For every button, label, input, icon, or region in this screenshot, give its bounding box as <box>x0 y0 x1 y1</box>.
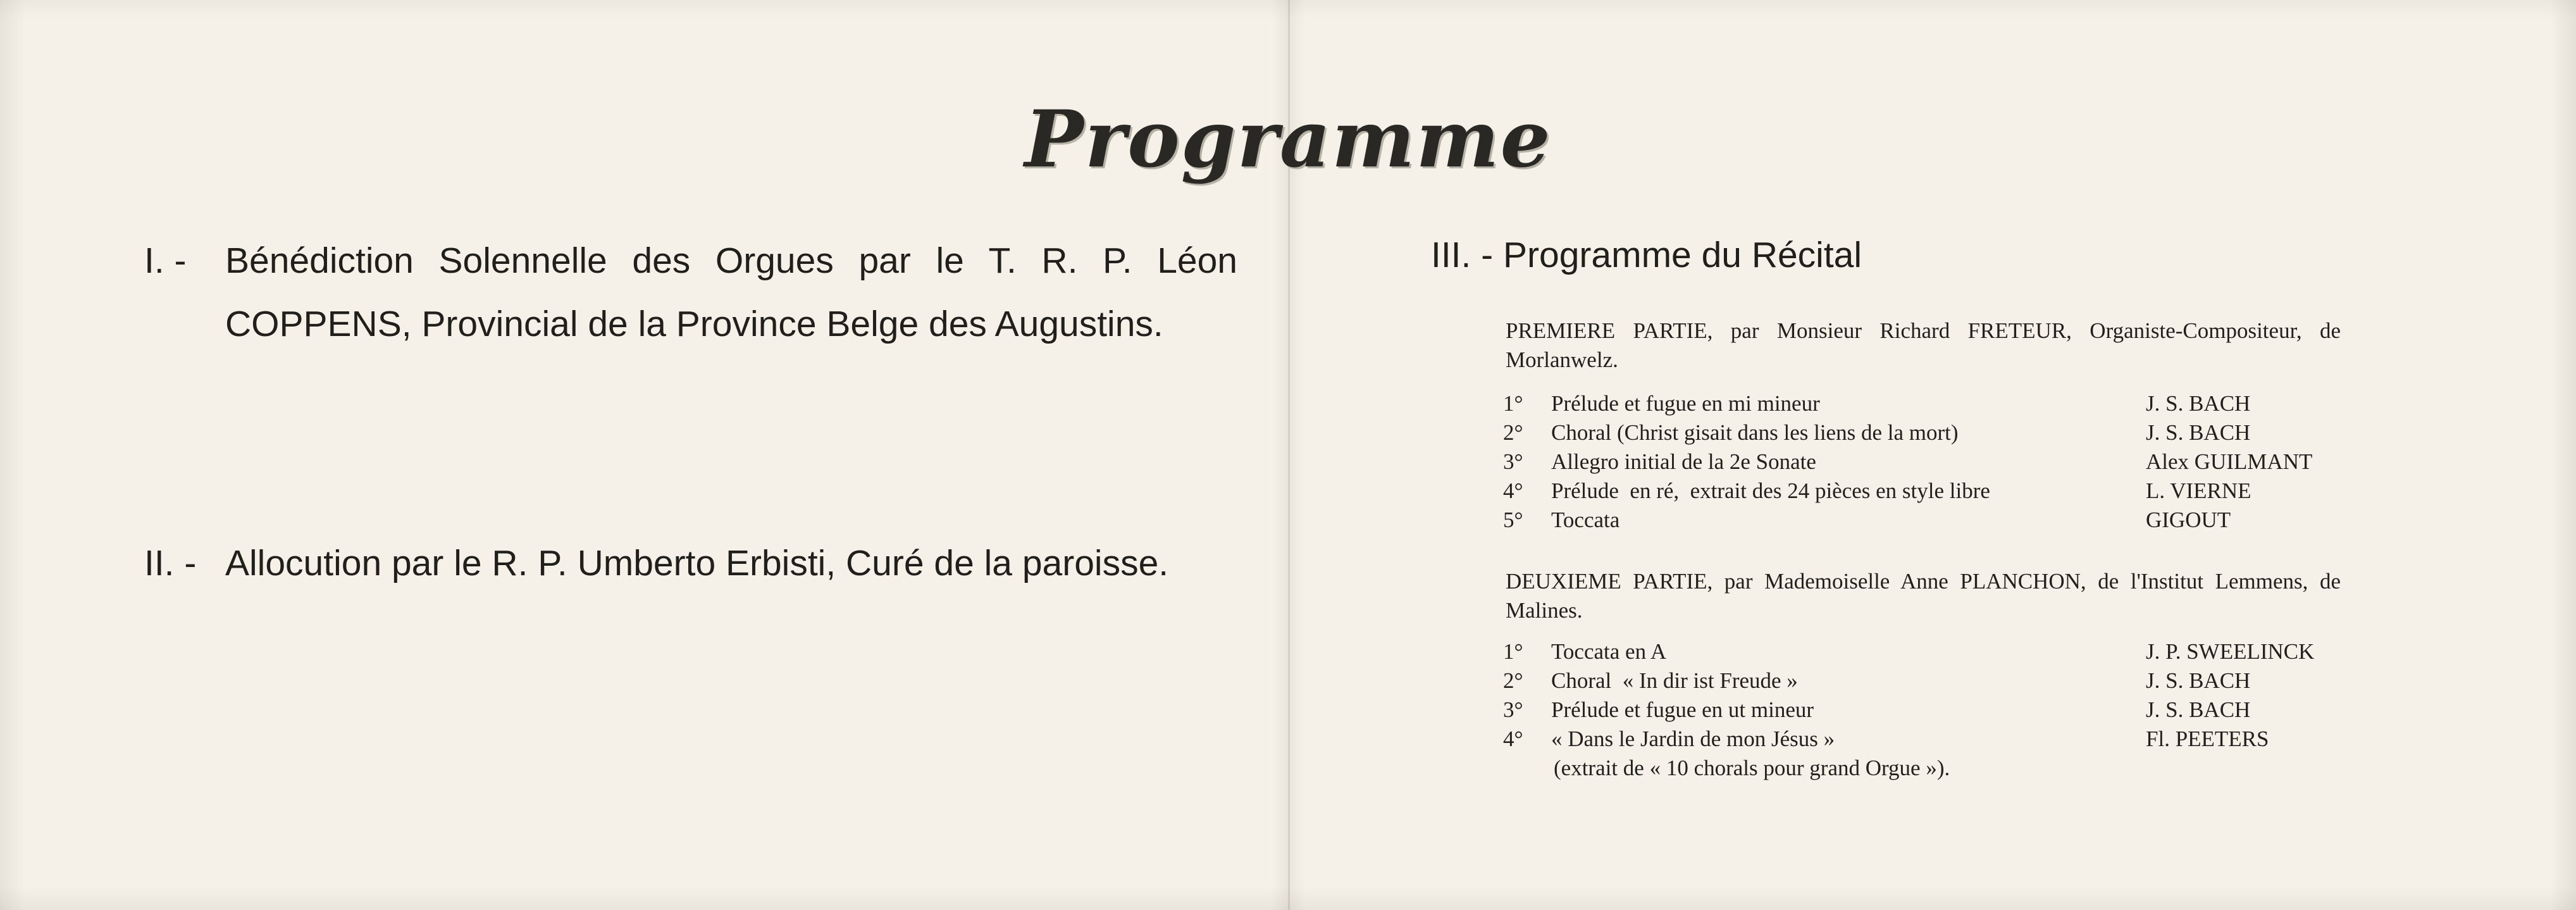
section-3-heading: III. - Programme du Récital <box>1431 235 1862 275</box>
item-title: Prélude en ré, extrait des 24 pièces en style libre <box>1551 478 1990 503</box>
item-composer: Alex GUILMANT <box>2146 449 2313 474</box>
item-title: Toccata en A <box>1551 639 1667 664</box>
part-1-item <box>1503 391 2389 420</box>
part-1-item <box>1503 508 2389 537</box>
item-number: 5° <box>1503 508 1523 532</box>
item-title: Choral « In dir ist Freude » <box>1551 668 1798 693</box>
item-number: 2° <box>1503 420 1523 445</box>
section-1-text: Bénédiction Solennelle des Orgues par le T. R. P. Léon COPPENS, Provincial de la Province Belge des Augustins. <box>225 240 1237 344</box>
item-number: 4° <box>1503 478 1523 503</box>
item-number: 3° <box>1503 449 1523 474</box>
part-2-item <box>1503 668 2389 697</box>
item-title: Allegro initial de la 2e Sonate <box>1551 449 1816 474</box>
part-1-item <box>1503 449 2389 478</box>
item-composer: GIGOUT <box>2146 508 2231 532</box>
part-1-item <box>1503 478 2389 508</box>
section-2-number: II. - <box>144 543 197 583</box>
item-number: 1° <box>1503 391 1523 416</box>
item-composer: J. S. BACH <box>2146 391 2251 416</box>
item-composer: J. S. BACH <box>2146 697 2251 722</box>
part-2-item <box>1503 697 2389 726</box>
item-composer: Fl. PEETERS <box>2146 726 2269 751</box>
part-1-intro: PREMIERE PARTIE, par Monsieur Richard FRETEUR, Organiste-Compositeur, de Morlanwelz. <box>1506 318 2341 372</box>
item-composer: L. VIERNE <box>2146 478 2251 503</box>
page-title: Programme <box>1024 94 1552 185</box>
item-number: 1° <box>1503 639 1523 664</box>
item-title: Prélude et fugue en mi mineur <box>1551 391 1820 416</box>
item-number: 4° <box>1503 726 1523 751</box>
section-1-number: I. - <box>144 240 187 281</box>
item-composer: J. P. SWEELINCK <box>2146 639 2315 664</box>
part-2-intro: DEUXIEME PARTIE, par Mademoiselle Anne PLANCHON, de l'Institut Lemmens, de Malines. <box>1506 569 2341 623</box>
item-composer: J. S. BACH <box>2146 668 2251 693</box>
section-2-text: Allocution par le R. P. Umberto Erbisti, Curé de la paroisse. <box>225 543 1169 583</box>
item-number: 2° <box>1503 668 1523 693</box>
item-title: Choral (Christ gisait dans les liens de la mort) <box>1551 420 1959 445</box>
part-2-note: (extrait de « 10 chorals pour grand Orgue »). <box>1554 756 1950 780</box>
item-title: Prélude et fugue en ut mineur <box>1551 697 1814 722</box>
part-2-item <box>1503 726 2389 756</box>
part-2-note-row <box>1503 756 2389 785</box>
item-title: « Dans le Jardin de mon Jésus » <box>1551 726 1835 751</box>
item-composer: J. S. BACH <box>2146 420 2251 445</box>
item-title: Toccata <box>1551 508 1620 532</box>
item-number: 3° <box>1503 697 1523 722</box>
part-1-item <box>1503 420 2389 449</box>
part-2-item <box>1503 639 2389 668</box>
